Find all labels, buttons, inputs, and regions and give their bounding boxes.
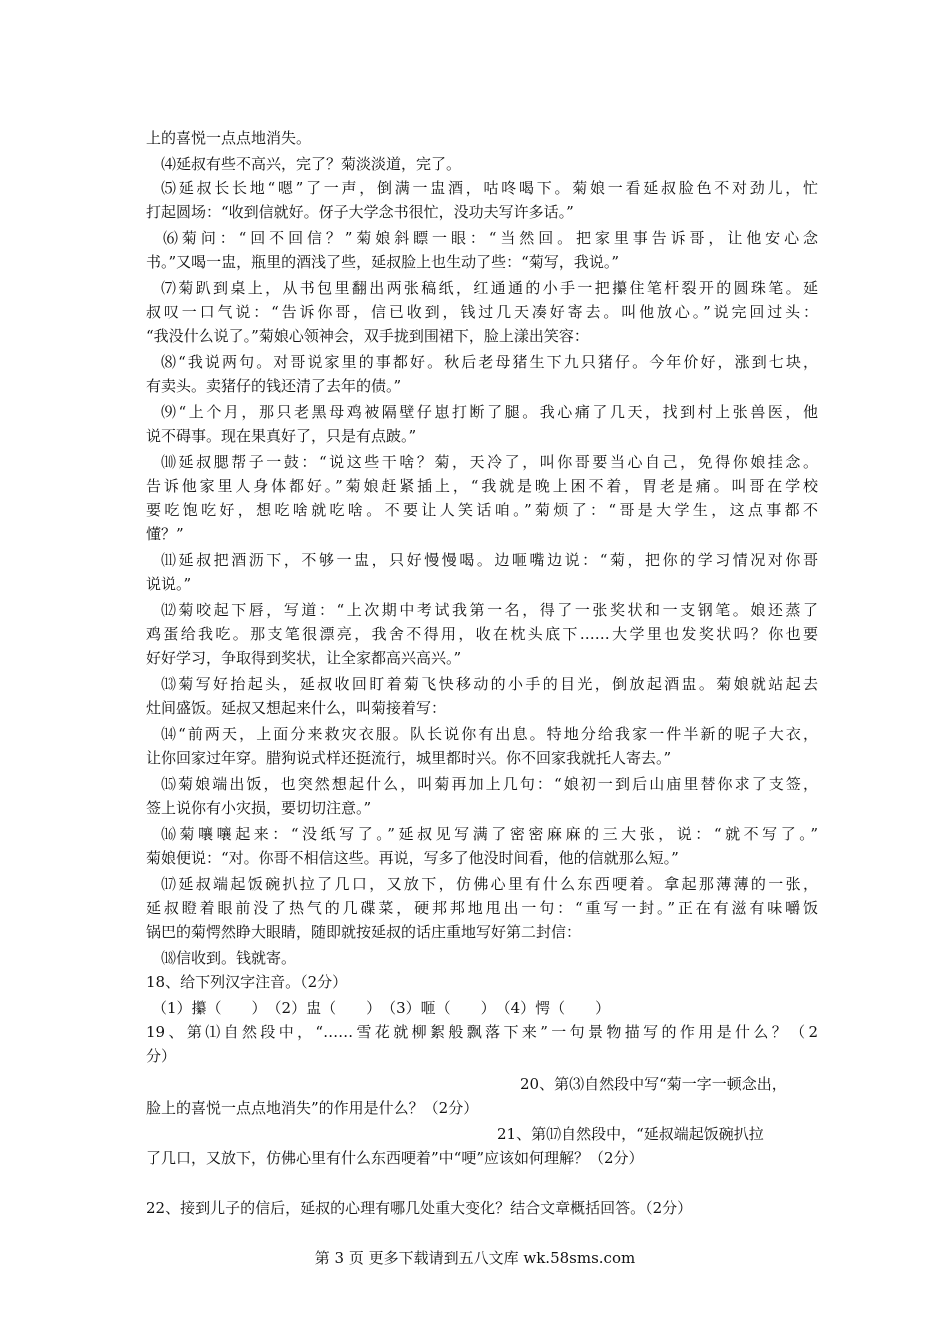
paragraph-10: ⑽延叔腮帮子一鼓：“说这些干啥？菊，天冷了，叫你哥要当心自己，免得你娘挂念。 bbox=[161, 453, 818, 471]
paragraph-11: ⑾延叔把酒沥下，不够一盅，只好慢慢喝。边咂嘴边说：“菊，把你的学习情况对你哥 bbox=[161, 551, 818, 569]
question-19-cont: 分） bbox=[146, 1047, 177, 1065]
text-line: 锅巴的菊愕然睁大眼睛，随即就按延叔的话庄重地写好第二封信： bbox=[146, 923, 582, 941]
question-21-cont: 了几口，又放下，仿佛心里有什么东西哽着”中“哽”应该如何理解？（2分） bbox=[146, 1149, 644, 1167]
text-line: 说不碍事。现在果真好了，只是有点跛。” bbox=[146, 427, 417, 445]
question-22: 22、接到儿子的信后，延叔的心理有哪几处重大变化？结合文章概括回答。（2分） bbox=[146, 1199, 693, 1217]
page-footer: 第 3 页 更多下载请到五八文库 wk.58sms.com bbox=[314, 1249, 636, 1267]
text-line: 懂？” bbox=[146, 525, 184, 543]
text-line: 签上说你有小灾损，要切切注意。” bbox=[146, 799, 372, 817]
text-line: 有卖头。卖猪仔的钱还清了去年的债。” bbox=[146, 377, 402, 395]
text-line: 打起圆场：“收到信就好。伢子大学念书很忙，没功夫写许多话。” bbox=[146, 203, 574, 221]
text-line: 菊娘便说：“对。你哥不相信这些。再说，写多了他没时间看，他的信就那么短。” bbox=[146, 849, 679, 867]
text-line: 鸡蛋给我吃。那支笔很漂亮，我舍不得用，收在枕头底下……大学里也发奖状吗？你也要 bbox=[146, 625, 818, 643]
text-line: 书。”又喝一盅，瓶里的酒浅了些，延叔脸上也生动了些：“菊写，我说。” bbox=[146, 253, 620, 271]
text-line: 灶间盛饭。延叔又想起来什么，叫菊接着写： bbox=[146, 699, 447, 717]
text-line: 要吃饱吃好，想吃啥就吃啥。不要让人笑话咱。”菊烦了：“哥是大学生，这点事都不 bbox=[146, 501, 818, 519]
question-18-title: 18、给下列汉字注音。（2分） bbox=[146, 973, 348, 991]
paragraph-15: ⒂菊娘端出饭，也突然想起什么，叫菊再加上几句：“娘初一到后山庙里替你求了支签， bbox=[161, 775, 818, 793]
text-line: 说说。” bbox=[146, 575, 192, 593]
paragraph-9: ⑼“上个月，那只老黑母鸡被隔壁仔崽打断了腿。我心痛了几天，找到村上张兽医，他 bbox=[161, 403, 818, 421]
paragraph-17: ⒄延叔端起饭碗扒拉了几口，又放下，仿佛心里有什么东西哽着。拿起那薄薄的一张， bbox=[161, 875, 818, 893]
text-line: 叔叹一口气说：“告诉你哥，信已收到，钱过几天凑好寄去。叫他放心。”说完回过头： bbox=[146, 303, 818, 321]
paragraph-7: ⑺菊趴到桌上，从书包里翻出两张稿纸，红通通的小手一把攥住笔杆裂开的圆珠笔。延 bbox=[161, 279, 818, 297]
question-20: 20、第⑶自然段中写“菊一字一顿念出， bbox=[520, 1075, 787, 1093]
paragraph-4: ⑷延叔有些不高兴，完了？菊淡淡道，完了。 bbox=[161, 155, 462, 173]
text-line: 告诉他家里人身体都好。”菊娘赶紧插上，“我就是晚上困不着，胃老是痛。叫哥在学校 bbox=[146, 477, 818, 495]
text-line: 上的喜悦一点点地消失。 bbox=[146, 129, 312, 147]
paragraph-8: ⑻“我说两句。对哥说家里的事都好。秋后老母猪生下九只猪仔。今年价好，涨到七块， bbox=[161, 353, 818, 371]
text-line: 好好学习，争取得到奖状，让全家都高兴高兴。” bbox=[146, 649, 462, 667]
paragraph-18: ⒅信收到。钱就寄。 bbox=[161, 949, 297, 967]
paragraph-5: ⑸延叔长长地“嗯”了一声，倒满一盅酒，咕咚喝下。菊娘一看延叔脸色不对劲儿，忙 bbox=[161, 179, 818, 197]
question-21: 21、第⒄自然段中，“延叔端起饭碗扒拉 bbox=[497, 1125, 764, 1143]
text-line: 延叔瞪着眼前没了热气的几碟菜，硬邦邦地甩出一句：“重写一封。”正在有滋有味嚼饭 bbox=[146, 899, 818, 917]
question-18-items: （1）攥（ ） （2）盅（ ） （3）咂（ ） （4）愕（ ） bbox=[152, 999, 611, 1017]
paragraph-6: ⑹菊问：“回不回信？”菊娘斜瞟一眼：“当然回。把家里事告诉哥，让他安心念 bbox=[163, 229, 818, 247]
paragraph-14: ⒁“前两天，上面分来救灾衣服。队长说你有出息。特地分给我家一件半新的呢子大衣， bbox=[161, 725, 818, 743]
paragraph-16: ⒃菊嚷嚷起来：“没纸写了。”延叔见写满了密密麻麻的三大张，说：“就不写了。” bbox=[161, 825, 818, 843]
text-line: 让你回家过年穿。腊狗说式样还挺流行，城里都时兴。你不回家我就托人寄去。” bbox=[146, 749, 672, 767]
question-20-cont: 脸上的喜悦一点点地消失”的作用是什么？（2分） bbox=[146, 1099, 479, 1117]
text-line: “我没什么说了。”菊娘心领神会，双手拢到围裙下，脸上漾出笑容： bbox=[146, 327, 589, 345]
paragraph-12: ⑿菊咬起下唇，写道：“上次期中考试我第一名，得了一张奖状和一支钢笔。娘还蒸了 bbox=[161, 601, 818, 619]
paragraph-13: ⒀菊写好抬起头，延叔收回盯着菊飞快移动的小手的目光，倒放起酒盅。菊娘就站起去 bbox=[161, 675, 818, 693]
question-19: 19、第⑴自然段中，“……雪花就柳絮般飘落下来”一句景物描写的作用是什么？（2 bbox=[146, 1023, 818, 1041]
